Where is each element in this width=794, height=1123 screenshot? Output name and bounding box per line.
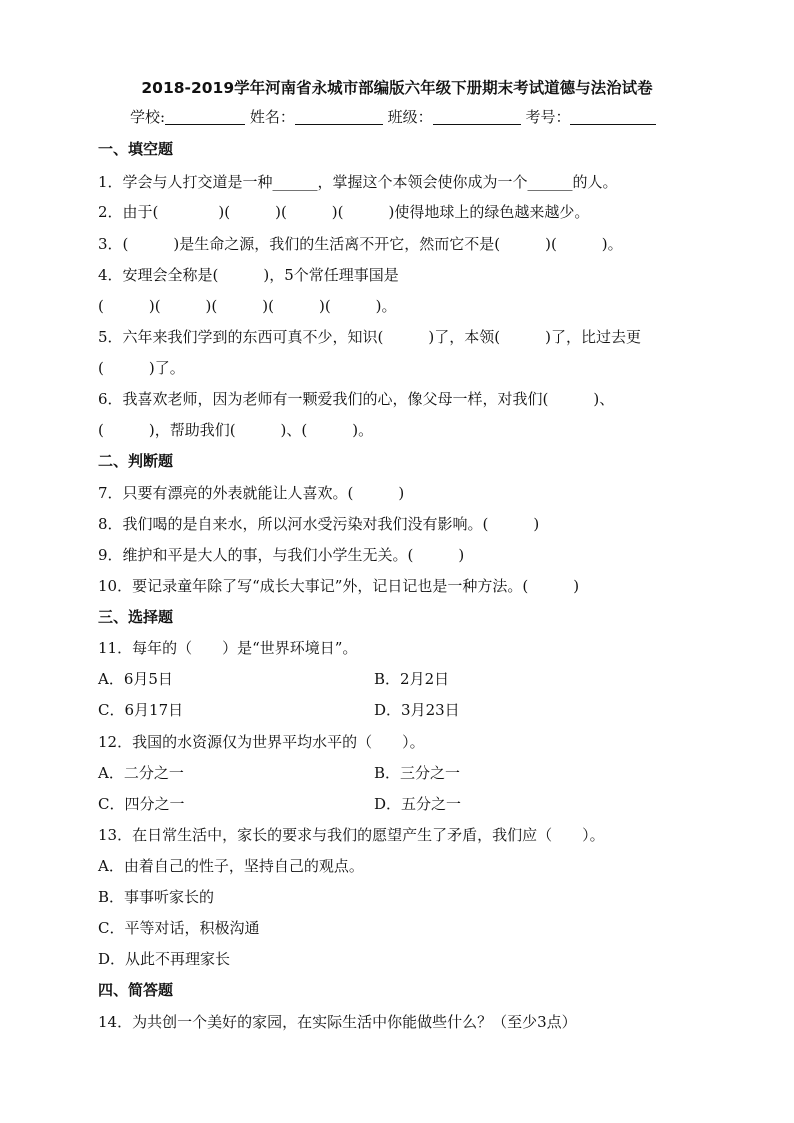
question-8: 8．我们喝的是自来水，所以河水受污染对我们没有影响。( ) [98, 515, 540, 533]
question-11-option-d: D．3月23日 [374, 701, 460, 719]
name-blank[interactable] [295, 108, 383, 125]
number-blank[interactable] [570, 108, 656, 125]
question-6-continued: ( )，帮助我们( )、( )。 [98, 421, 374, 439]
section-true-false: 二、判断题 [98, 452, 174, 470]
question-11-option-b: B．2月2日 [374, 670, 450, 688]
question-6: 6．我喜欢老师，因为老师有一颗爱我们的心，像父母一样，对我们( )、 [98, 390, 615, 408]
question-13-option-c: C．平等对话，积极沟通 [98, 919, 260, 937]
question-11-option-c: C．6月17日 [98, 701, 184, 719]
question-5: 5．六年来我们学到的东西可真不少，知识( )了，本领( )了，比过去更 [98, 328, 641, 346]
question-4: 4．安理会全称是( )，5个常任理事国是 [98, 266, 399, 284]
section-short-answer: 四、简答题 [98, 981, 174, 999]
question-11: 11．每年的（ ）是“世界环境日”。 [98, 639, 358, 657]
class-label: 班级： [387, 108, 433, 126]
question-9: 9．维护和平是大人的事，与我们小学生无关。( ) [98, 546, 465, 564]
question-12-option-d: D．五分之一 [374, 795, 462, 813]
question-2: 2．由于( )( )( )( )使得地球上的绿色越来越少。 [98, 203, 590, 221]
question-12-option-a: A．二分之一 [98, 764, 184, 782]
question-13-option-d: D．从此不再理家长 [98, 950, 231, 968]
section-fill-in: 一、填空题 [98, 140, 174, 158]
question-13-option-a: A．由着自己的性子，坚持自己的观点。 [98, 857, 364, 875]
school-blank[interactable] [165, 108, 245, 125]
question-14: 14．为共创一个美好的家园，在实际生活中你能做些什么？（至少3点） [98, 1013, 577, 1031]
question-4-continued: ( )( )( )( )( )。 [98, 297, 397, 315]
question-12-option-b: B．三分之一 [374, 764, 461, 782]
question-1: 1．学会与人打交道是一种______，掌握这个本领会使你成为一个______的人。 [98, 173, 618, 191]
question-10: 10．要记录童年除了写“成长大事记”外，记日记也是一种方法。( ) [98, 577, 580, 595]
question-5-continued: ( )了。 [98, 359, 185, 377]
question-7: 7．只要有漂亮的外表就能让人喜欢。( ) [98, 484, 405, 502]
school-label: 学校: [130, 108, 166, 126]
section-multiple-choice: 三、选择题 [98, 608, 174, 626]
question-12-option-c: C．四分之一 [98, 795, 185, 813]
name-label: 姓名： [249, 108, 295, 126]
student-info-line [130, 106, 690, 127]
question-13-option-b: B．事事听家长的 [98, 888, 215, 906]
exam-title: 2018-2019学年河南省永城市部编版六年级下册期末考试道德与法治试卷 [141, 79, 653, 97]
question-12: 12．我国的水资源仅为世界平均水平的（ ）。 [98, 733, 425, 751]
question-13: 13．在日常生活中，家长的要求与我们的愿望产生了矛盾，我们应（ ）。 [98, 826, 605, 844]
class-blank[interactable] [433, 108, 521, 125]
number-label: 考号： [525, 108, 571, 126]
question-11-option-a: A．6月5日 [98, 670, 173, 688]
question-3: 3．( )是生命之源，我们的生活离不开它，然而它不是( )( )。 [98, 235, 623, 253]
